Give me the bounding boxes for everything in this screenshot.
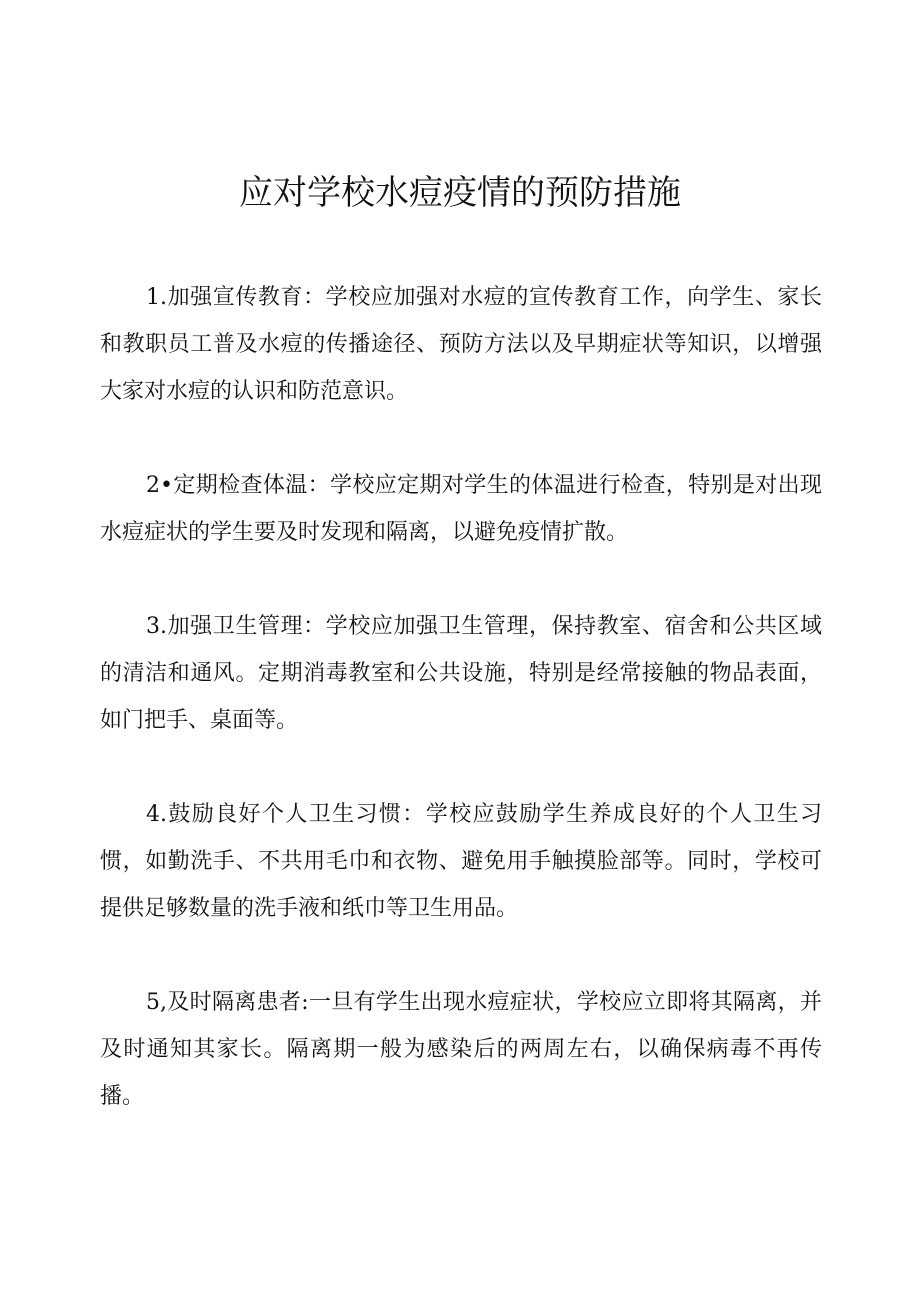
paragraph-2: 2•定期检查体温：学校应定期对学生的体温进行检查，特别是对出现水痘症状的学生要及时发现和隔离，以避免疫情扩散。	[100, 473, 822, 545]
page-title: 应对学校水痘疫情的预防措施	[239, 173, 681, 213]
paragraph-3: 3.加强卫生管理：学校应加强卫生管理，保持教室、宿舍和公共区域的清洁和通风。定期消毒教室和公共设施，特别是经常接触的物品表面，如门把手、桌面等。	[100, 614, 822, 733]
paragraph-1: 1.加强宣传教育：学校应加强对水痘的宣传教育工作，向学生、家长和教职员工普及水痘的传播途径、预防方法以及早期症状等知识，以增强大家对水痘的认识和防范意识。	[100, 285, 822, 404]
paragraph-4: 4.鼓励良好个人卫生习惯：学校应鼓励学生养成良好的个人卫生习惯，如勤洗手、不共用毛巾和衣物、避免用手触摸脸部等。同时，学校可提供足够数量的洗手液和纸巾等卫生用品。	[100, 802, 822, 921]
paragraph-5: 5,及时隔离患者:一旦有学生出现水痘症状，学校应立即将其隔离，并及时通知其家长。隔离期一般为感染后的两周左右，以确保病毒不再传播。	[100, 990, 822, 1109]
